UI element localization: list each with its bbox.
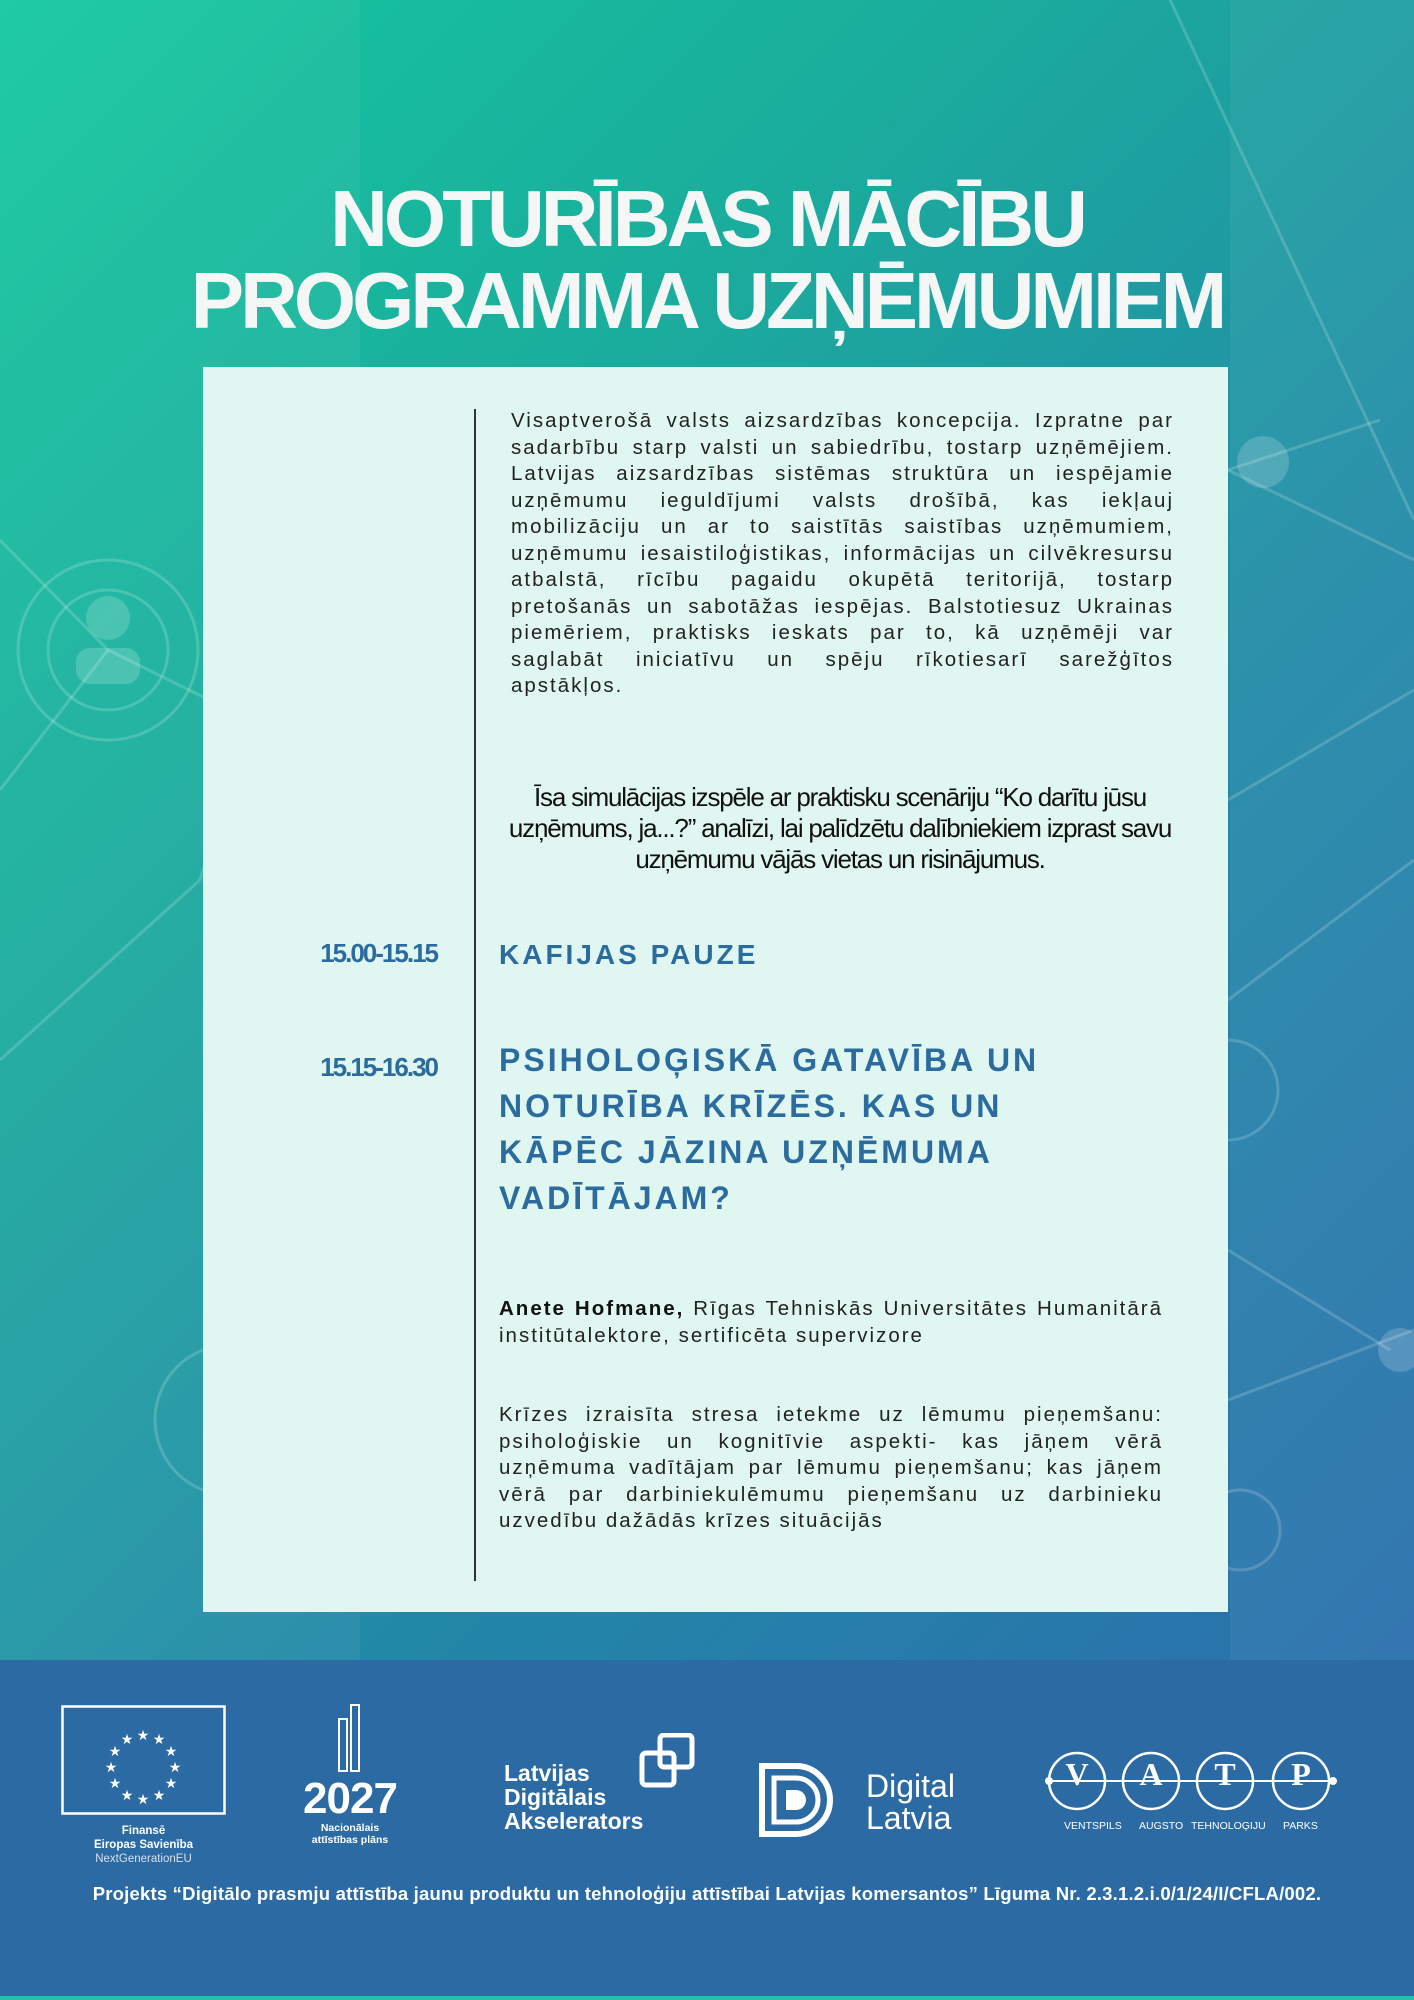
title-line-1: NOTURĪBAS MĀCĪBU [330, 174, 1084, 263]
vatp-letter-p: P [1291, 1756, 1311, 1792]
digital-latvia-logo [756, 1760, 976, 1840]
vatp-word-2: AUGSTO [1139, 1820, 1184, 1832]
svg-text:★: ★ [136, 1728, 150, 1744]
eu-logo-line1: Finansē [121, 1825, 166, 1837]
lda-line1: Latvijas [504, 1760, 590, 1786]
simulation-paragraph: Īsa simulācijas izspēle ar praktisku scenāriju “Ko darītu jūsu uzņēmums, ja...?” analīzi, lai palīdzētu dalībniekiem izprast savu uzņēmumu vājās vietas un risinājumus. [508, 782, 1172, 874]
svg-text:★: ★ [168, 1760, 182, 1776]
speaker-role: Rīgas Tehniskās Universitātes Humanitārā institūtalektore, sertificēta supervizore [499, 1297, 1163, 1347]
nap-year: 2027 [303, 1774, 397, 1823]
nap-line1: Nacionālais [320, 1822, 380, 1834]
eu-logo-line2: Eiropas Savienība [93, 1839, 194, 1851]
eu-logo-line3: NextGenerationEU [95, 1853, 192, 1865]
lda-line2: Digitālais [504, 1784, 607, 1810]
session-title-coffee: KAFIJAS PAUZE [499, 939, 759, 970]
svg-text:★: ★ [104, 1760, 118, 1776]
svg-text:★: ★ [136, 1792, 150, 1808]
page-title [0, 174, 1414, 345]
svg-text:★: ★ [152, 1732, 166, 1748]
speaker-info [499, 1296, 1163, 1349]
vatp-word-4: PARKS [1283, 1820, 1318, 1832]
nap-bars-icon [285, 1703, 415, 1773]
vatp-word-3: TEHNOLOĢIJU [1191, 1820, 1266, 1832]
nap-line2: attīstības plāns [311, 1834, 389, 1846]
vatp-letter-a: A [1139, 1756, 1163, 1792]
session-title-psychology: PSIHOLOĢISKĀ GATAVĪBA UN NOTURĪBA KRĪZĒS. KAS UN KĀPĒC JĀZINA UZŅĒMUMA VADĪTĀJAM? [499, 1042, 1040, 1216]
digital-latvia-emblem-icon [756, 1760, 836, 1838]
lda-line3: Akselerators [504, 1808, 644, 1834]
vatp-logo [1045, 1750, 1337, 1840]
footer-accent-line [0, 1996, 1414, 2000]
lda-squares-icon [638, 1733, 698, 1793]
nap-2027-logo [285, 1703, 415, 1846]
title-line-2: PROGRAMMA UZŅĒMUMIEM [190, 256, 1224, 345]
svg-text:★: ★ [164, 1776, 178, 1792]
svg-text:★: ★ [108, 1744, 122, 1760]
svg-text:★: ★ [152, 1788, 166, 1804]
svg-text:★: ★ [120, 1788, 134, 1804]
dl-line2: Latvia [866, 1800, 952, 1836]
session-time-coffee: 15.00-15.15 [320, 938, 437, 968]
vatp-letter-v: V [1065, 1756, 1089, 1792]
speaker-name: Anete Hofmane, [499, 1297, 685, 1320]
svg-text:★: ★ [120, 1732, 134, 1748]
svg-text:★: ★ [164, 1744, 178, 1760]
session-description: Krīzes izraisīta stresa ietekme uz lēmumu pieņemšanu: psiholoģiskie un kognitīvie aspekti- kas jāņem vērā uzņēmuma vadītājam par lēmumu pieņemšanu; kas jāņem vērā par darbiniekulēmumu pieņemšanu uz darbinieku uzvedību dažādās krīzes situācijās [499, 1403, 1163, 1532]
dl-line1: Digital [866, 1768, 955, 1804]
session-time-psychology: 15.15-16.30 [320, 1052, 437, 1082]
vatp-word-1: VENTSPILS [1064, 1820, 1122, 1832]
intro-paragraph: Visaptverošā valsts aizsardzības koncepcija. Izpratne par sadarbību starp valsti un sabiedrību, tostarp uzņēmējiem. Latvijas aizsardzības sistēmas struktūra un iespējamie uzņēmumu ieguldījumi valsts drošībā, kas iekļauj mobilizāciju un ar to saistītās saistības uzņēmumiem, uzņēmumu iesaistiloģistikas, informācijas un cilvēkresursu atbalstā, rīcību pagaidu okupētā teritorijā, tostarp pretošanās un sabotāžas iespējas. Balstotiesuz Ukrainas piemēriem, praktisks ieskats par to, kā uzņēmēji var saglabāt iniciatīvu un spēju rīkotiesarī sarežģītos apstākļos. [511, 409, 1174, 697]
lda-logo [504, 1733, 704, 1843]
eu-flag-icon [61, 1705, 226, 1815]
svg-text:★: ★ [108, 1776, 122, 1792]
eu-logo [61, 1705, 226, 1866]
timeline-divider [474, 409, 476, 1581]
project-footnote: Projekts “Digitālo prasmju attīstība jaunu produktu un tehnoloģiju attīstībai Latvijas komersantos” Līguma Nr. 2.3.1.2.i.0/1/24/I/CFLA/002. [92, 1883, 1322, 1904]
vatp-letter-t: T [1214, 1756, 1236, 1792]
